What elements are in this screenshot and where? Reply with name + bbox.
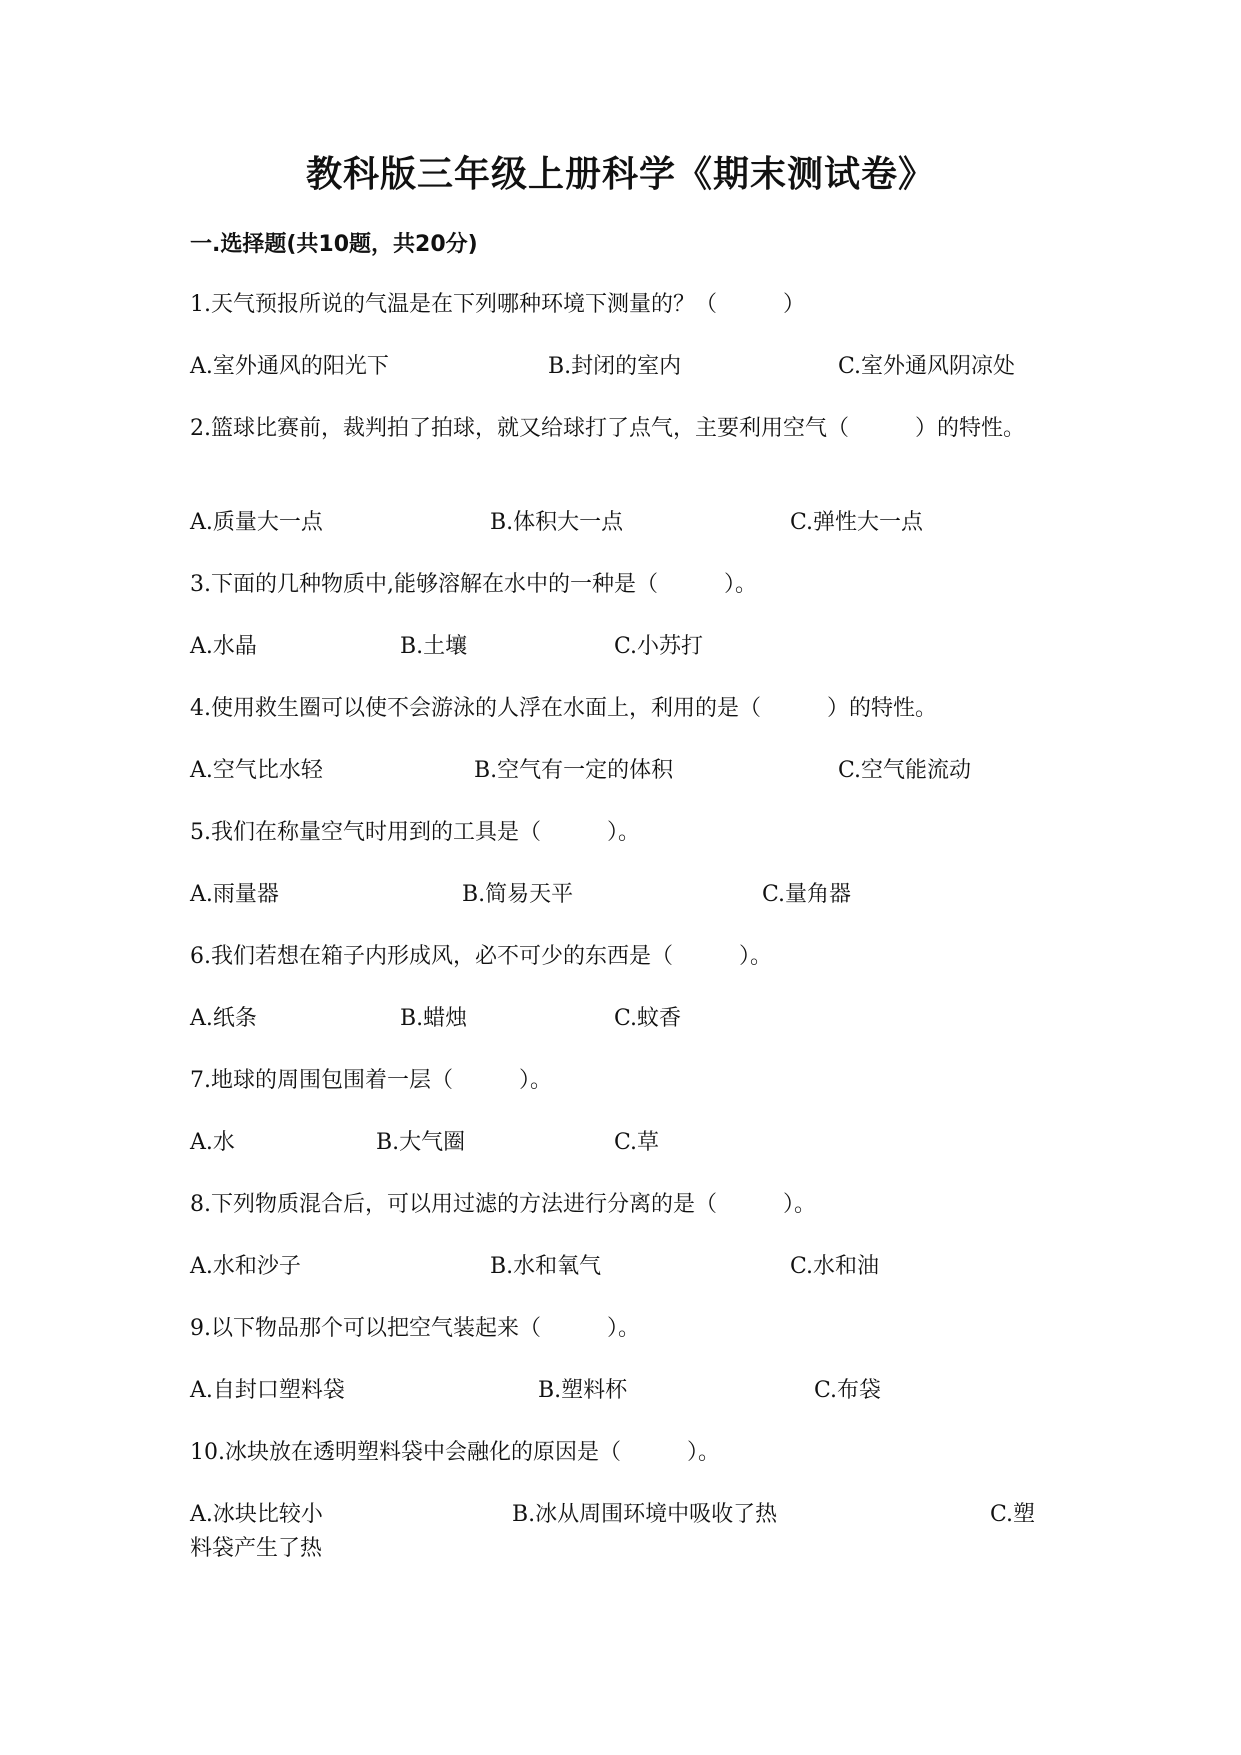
- option-6c: C.蚊香: [614, 1006, 682, 1031]
- option-6b: B.蜡烛: [400, 1006, 468, 1031]
- option-7c: C.草: [614, 1130, 660, 1155]
- options-5: [190, 878, 1070, 912]
- options-10: [190, 1498, 1070, 1561]
- options-1: [190, 350, 1070, 384]
- option-10b: B.冰从周围环境中吸收了热: [512, 1502, 778, 1527]
- question-4: 4.使用救生圈可以使不会游泳的人浮在水面上，利用的是（ ）的特性。: [190, 696, 937, 721]
- option-3c: C.小苏打: [614, 634, 704, 659]
- section-heading: 一.选择题(共10题，共20分): [190, 232, 478, 257]
- question-10: 10.冰块放在透明塑料袋中会融化的原因是（ ）。: [190, 1440, 720, 1465]
- option-1b: B.封闭的室内: [548, 354, 682, 379]
- options-7: [190, 1126, 1070, 1160]
- options-9: [190, 1374, 1070, 1408]
- exam-title: 教科版三年级上册科学《期末测试卷》: [305, 154, 935, 195]
- option-8a: A.水和沙子: [190, 1254, 301, 1279]
- option-6a: A.纸条: [190, 1006, 257, 1031]
- option-9c: C.布袋: [814, 1378, 882, 1403]
- question-7: 7.地球的周围包围着一层（ ）。: [190, 1068, 552, 1093]
- options-2: [190, 506, 1070, 540]
- option-7b: B.大气圈: [376, 1130, 466, 1155]
- option-4c: C.空气能流动: [838, 758, 972, 783]
- option-9a: A.自封口塑料袋: [190, 1378, 345, 1403]
- option-4b: B.空气有一定的体积: [474, 758, 674, 783]
- option-1a: A.室外通风的阳光下: [190, 354, 389, 379]
- option-8b: B.水和氧气: [490, 1254, 602, 1279]
- options-3: [190, 630, 1070, 664]
- question-1: 1.天气预报所说的气温是在下列哪种环境下测量的？（ ）: [190, 292, 805, 317]
- option-5a: A.雨量器: [190, 882, 279, 907]
- option-1c: C.室外通风阴凉处: [838, 354, 1016, 379]
- option-2c: C.弹性大一点: [790, 510, 924, 535]
- question-2: 2.篮球比赛前，裁判拍了拍球，就又给球打了点气，主要利用空气（ ）的特性。: [190, 416, 1025, 441]
- question-6: 6.我们若想在箱子内形成风，必不可少的东西是（ ）。: [190, 944, 772, 969]
- option-10a: A.冰块比较小: [190, 1502, 323, 1527]
- options-8: [190, 1250, 1070, 1284]
- option-7a: A.水: [190, 1130, 235, 1155]
- question-5: 5.我们在称量空气时用到的工具是（ ）。: [190, 820, 640, 845]
- options-4: [190, 754, 1070, 788]
- question-3: 3.下面的几种物质中,能够溶解在水中的一种是（ ）。: [190, 572, 757, 597]
- options-6: [190, 1002, 1070, 1036]
- option-10c-continued: 料袋产生了热: [190, 1536, 323, 1561]
- option-2b: B.体积大一点: [490, 510, 624, 535]
- option-8c: C.水和油: [790, 1254, 880, 1279]
- question-9: 9.以下物品那个可以把空气装起来（ ）。: [190, 1316, 640, 1341]
- option-4a: A.空气比水轻: [190, 758, 323, 783]
- option-10c: C.塑: [990, 1502, 1036, 1527]
- option-9b: B.塑料杯: [538, 1378, 628, 1403]
- option-3a: A.水晶: [190, 634, 257, 659]
- option-5c: C.量角器: [762, 882, 852, 907]
- option-3b: B.土壤: [400, 634, 468, 659]
- question-8: 8.下列物质混合后，可以用过滤的方法进行分离的是（ ）。: [190, 1192, 816, 1217]
- option-5b: B.简易天平: [462, 882, 574, 907]
- option-2a: A.质量大一点: [190, 510, 323, 535]
